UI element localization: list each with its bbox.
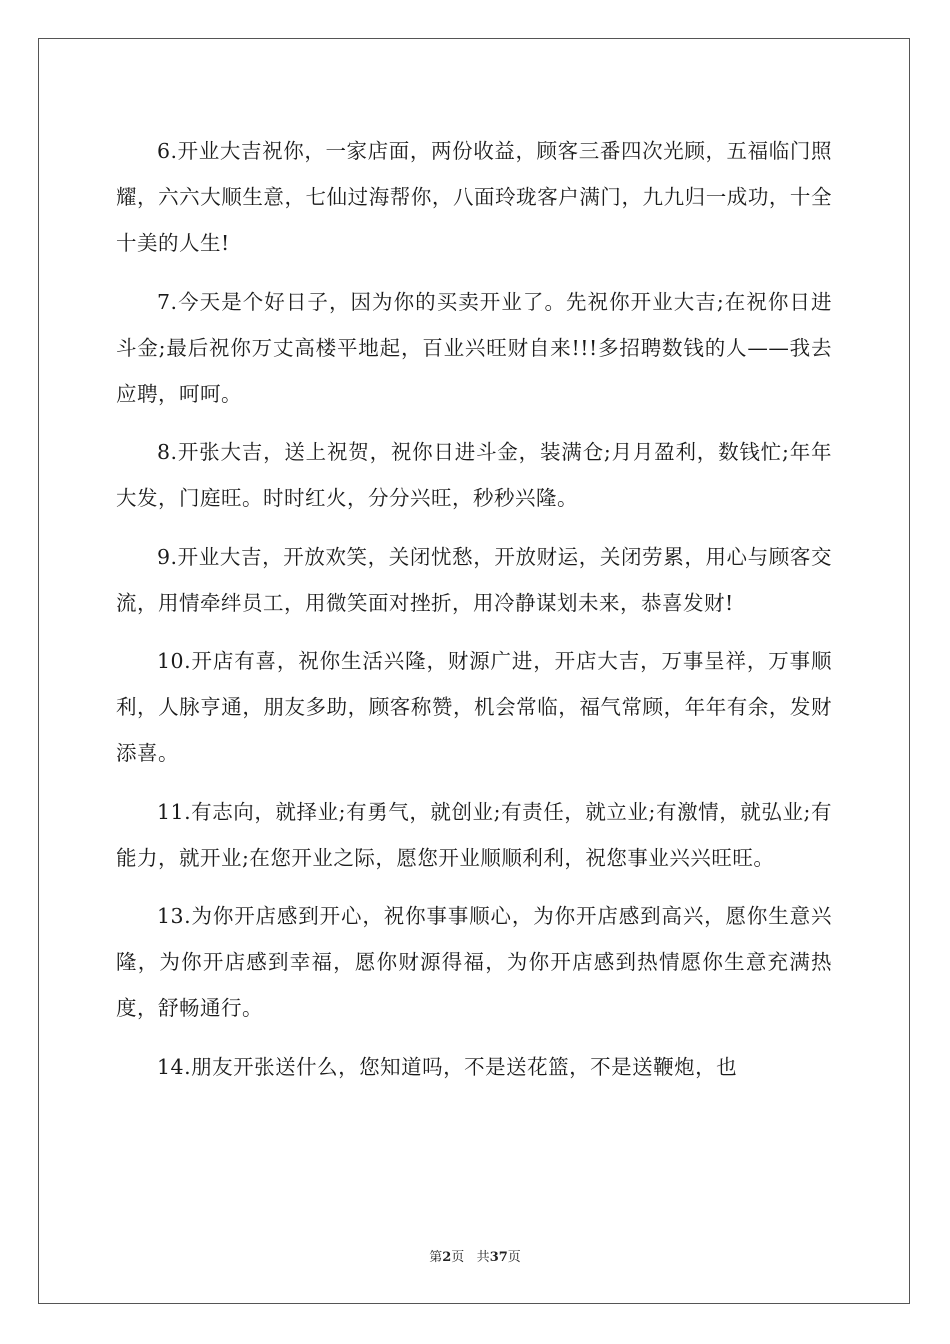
total-suffix: 页	[507, 1250, 521, 1265]
document-body	[116, 128, 832, 1102]
paragraph-7: 7.今天是个好日子，因为你的买卖开业了。先祝你开业大吉;在祝你日进斗金;最后祝你万丈高楼平地起，百业兴旺财自来!!!多招聘数钱的人——我去应聘，呵呵。	[116, 289, 832, 406]
paragraph-10: 10.开店有喜，祝你生活兴隆，财源广进，开店大吉，万事呈祥，万事顺利，人脉亨通，朋友多助，顾客称赞，机会常临，福气常顾，年年有余，发财添喜。	[116, 649, 832, 765]
paragraph-8: 8.开张大吉，送上祝贺，祝你日进斗金，装满仓;月月盈利，数钱忙;年年大发，门庭旺。时时红火，分分兴旺，秒秒兴隆。	[116, 440, 832, 510]
total-pages: 37	[489, 1250, 508, 1265]
page-suffix: 页	[451, 1250, 465, 1265]
paragraph-6: 6.开业大吉祝你，一家店面，两份收益，顾客三番四次光顾，五福临门照耀，六六大顺生意，七仙过海帮你，八面玲珑客户满门，九九归一成功，十全十美的人生!	[116, 139, 832, 255]
page-prefix: 第	[429, 1250, 443, 1265]
paragraph-13: 13.为你开店感到开心，祝你事事顺心，为你开店感到高兴，愿你生意兴隆，为你开店感到幸福，愿你财源得福，为你开店感到热情愿你生意充满热度，舒畅通行。	[116, 904, 832, 1020]
page-footer	[0, 1246, 950, 1265]
paragraph-9: 9.开业大吉，开放欢笑，关闭忧愁，开放财运，关闭劳累，用心与顾客交流，用情牵绊员工，用微笑面对挫折，用冷静谋划未来，恭喜发财!	[116, 544, 832, 615]
page-number: 2	[442, 1250, 452, 1265]
paragraph-11: 11.有志向，就择业;有勇气，就创业;有责任，就立业;有激情，就弘业;有能力，就开业;在您开业之际，愿您开业顺顺利利，祝您事业兴兴旺旺。	[116, 799, 832, 870]
total-prefix: 共	[476, 1250, 490, 1265]
paragraph-14: 14.朋友开张送什么，您知道吗，不是送花篮，不是送鞭炮，也	[157, 1054, 738, 1079]
